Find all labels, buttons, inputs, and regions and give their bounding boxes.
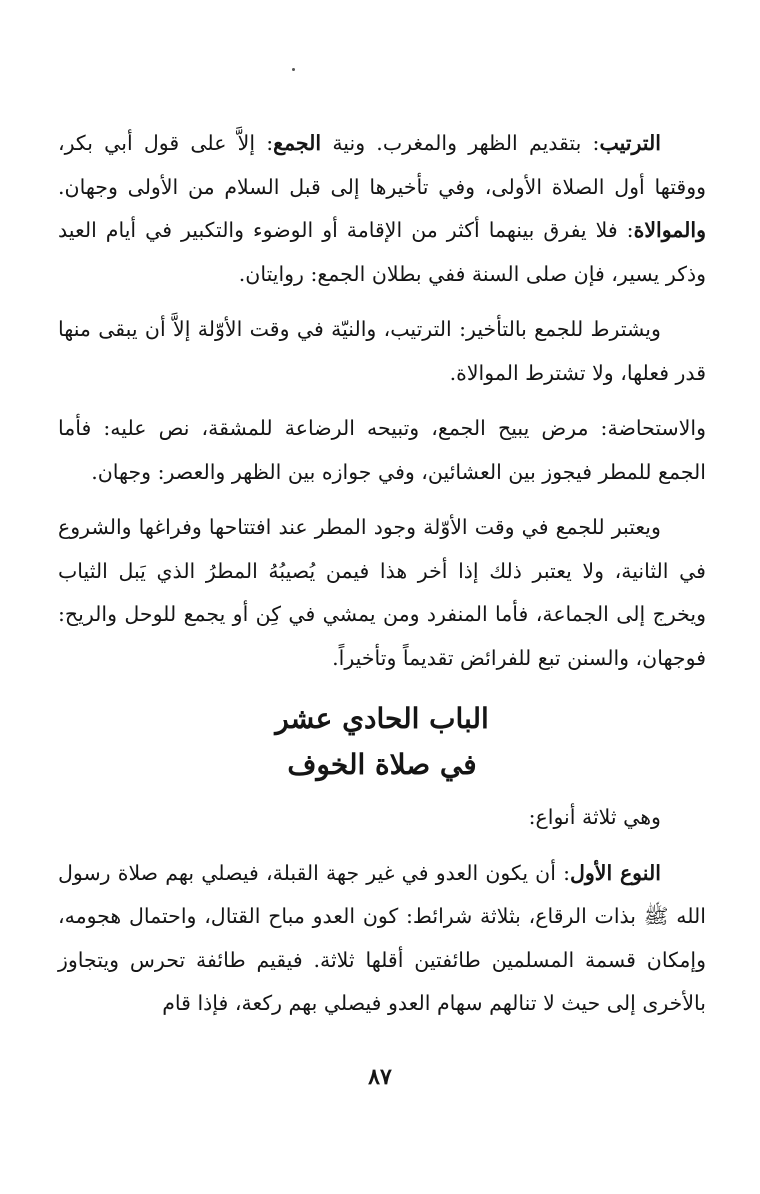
intro-line: وهي ثلاثة أنواع: xyxy=(528,805,661,829)
top-dot-mark xyxy=(292,68,295,71)
term-jam: الجمع xyxy=(273,131,322,155)
paragraph-istihada: والاستحاضة: مرض يبيح الجمع، وتبيحه الرضاعة للمشقة، نص عليه: فأما الجمع للمطر فيجوز بين العشائين، وفي جوازه بين الظهر والعصر: وجهان. xyxy=(58,416,706,484)
paragraph-rain-combining: ويعتبر للجمع في وقت الأوّلة وجود المطر عند افتتاحها وفراغها والشروع في الثانية، ولا يعتبر ذلك إذا أخر هذا فيمن يُصيبُهُ المطرُ الذي يَبل الثياب ويخرج إلى الجماعة، فأما المنفرد ومن يمشي في كِن أو يجمع للوحل والريح: فوجهان، والسنن تبع للفرائض تقديماً وتأخيراً. xyxy=(58,515,706,670)
chapter-subtitle: في صلاة الخوف xyxy=(287,748,477,781)
paragraph-first-type xyxy=(58,852,706,1026)
chapter-title: الباب الحادي عشر xyxy=(275,702,489,735)
term-muwalat: والموالاة xyxy=(633,218,706,242)
paragraph-text: : بتقديم الظهر والمغرب. ونية xyxy=(321,131,600,155)
page-body xyxy=(58,122,706,1026)
paragraph-text: : فلا يفرق بينهما أكثر من الإقامة أو الوضوء والتكبير في أيام العيد وذكر يسير، فإن صلى السنة ففي بطلان الجمع: روايتان. xyxy=(58,218,706,286)
page-number: ٨٧ xyxy=(368,1064,392,1090)
paragraph-text: : أن يكون العدو في غير جهة القبلة، فيصلي بهم صلاة رسول الله ﷺ بذات الرقاع، بثلاثة شرائط: كون العدو مباح القتال، واحتمال هجومه، وإمكان قسمة المسلمين طائفتين أقلها ثلاثة. فيقيم طائفة تحرس ويتجاوز بالأخرى إلى حيث لا تنالهم سهام العدو فيصلي بهم ركعة، فإذا قام xyxy=(58,860,706,1015)
term-tartib: الترتيب xyxy=(599,131,661,155)
paragraph-combining-conditions xyxy=(58,122,706,296)
paragraph-text: : إلاَّ على قول أبي بكر، ووقتها أول الصلاة الأولى، وفي تأخيرها إلى قبل السلام من الأولى وجهان. xyxy=(58,131,706,199)
term-first-type: النوع الأول xyxy=(570,860,661,885)
paragraph-delayed-combining: ويشترط للجمع بالتأخير: الترتيب، والنيّة في وقت الأوّلة إلاَّ أن يبقى منها قدر فعلها، ولا تشترط الموالاة. xyxy=(58,317,706,385)
